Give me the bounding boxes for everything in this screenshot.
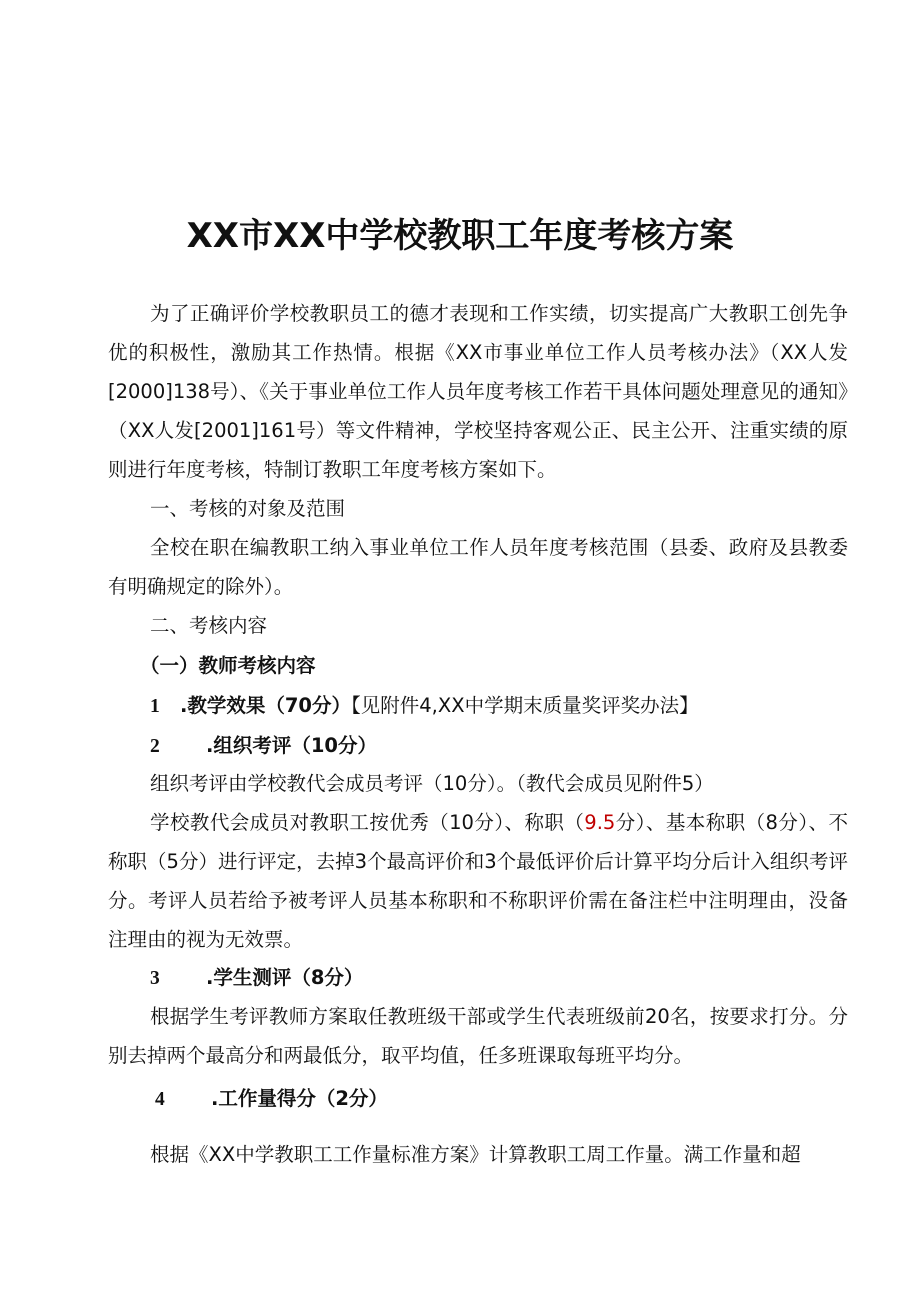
section2-heading: 二、考核内容 [150, 614, 268, 637]
subsection-teacher-heading: （一）教师考核内容 [140, 654, 316, 677]
item2-paragraph-2 [108, 803, 848, 959]
item3-number: 3 [150, 968, 160, 989]
item1-line [150, 686, 699, 726]
item2-label: .组织考评（10分） [205, 734, 377, 757]
item1-note: 【见附件4,XX中学期末质量奖评奖办法】 [351, 694, 699, 717]
intro-paragraph: 为了正确评价学校教职员工的德才表现和工作实绩，切实提高广大教职工创先争优的积极性，激励其工作热情。根据《XX市事业单位工作人员考核办法》（XX人发[2000]138号）、《关于事业单位工作人员年度考核工作若干具体问题处理意见的通知》（XX人发[2001]161号）等文件精神，学校坚持客观公正、民主公开、注重实绩的原则进行年度考核，特制订教职工年度考核方案如下。 [108, 302, 848, 481]
item3-label: .学生测评（8分） [205, 966, 364, 989]
item2-p2-highlight: 9.5 [584, 811, 616, 834]
item3-line [150, 958, 363, 998]
item1-number: 1 [150, 696, 160, 717]
item3-paragraph: 根据学生考评教师方案取任教班级干部或学生代表班级前20名，按要求打分。分别去掉两个最高分和两最低分，取平均值，任多班课取每班平均分。 [108, 1005, 848, 1067]
document-title: XX市XX中学校教职工年度考核方案 [186, 216, 734, 256]
item2-line [150, 726, 377, 766]
item2-number: 2 [150, 736, 160, 757]
item4-label: .工作量得分（2分） [210, 1087, 388, 1110]
item2-p2-after: 分）、基本称职（8分）、不称职（5分）进行评定，去掉3个最高评价和3个最低评价后计算平均分后计入组织考评分。考评人员若给予被考评人员基本称职和不称职评价需在备注栏中注明理由，没备注理由的视为无效票。 [108, 811, 848, 951]
section1-body: 全校在职在编教职工纳入事业单位工作人员年度考核范围（县委、政府及县教委有明确规定的除外）。 [108, 536, 848, 598]
item4-paragraph: 根据《XX中学教职工工作量标准方案》计算教职工周工作量。满工作量和超 [150, 1143, 801, 1166]
item2-p2-before: 学校教代会成员对教职工按优秀（10分）、称职（ [150, 811, 585, 834]
item4-line [155, 1079, 388, 1119]
item4-number: 4 [155, 1089, 165, 1110]
section1-heading: 一、考核的对象及范围 [150, 497, 346, 520]
item2-paragraph-1: 组织考评由学校教代会成员考评（10分）。（教代会成员见附件5） [150, 772, 714, 795]
item1-label: .教学效果（70分） [179, 694, 351, 717]
